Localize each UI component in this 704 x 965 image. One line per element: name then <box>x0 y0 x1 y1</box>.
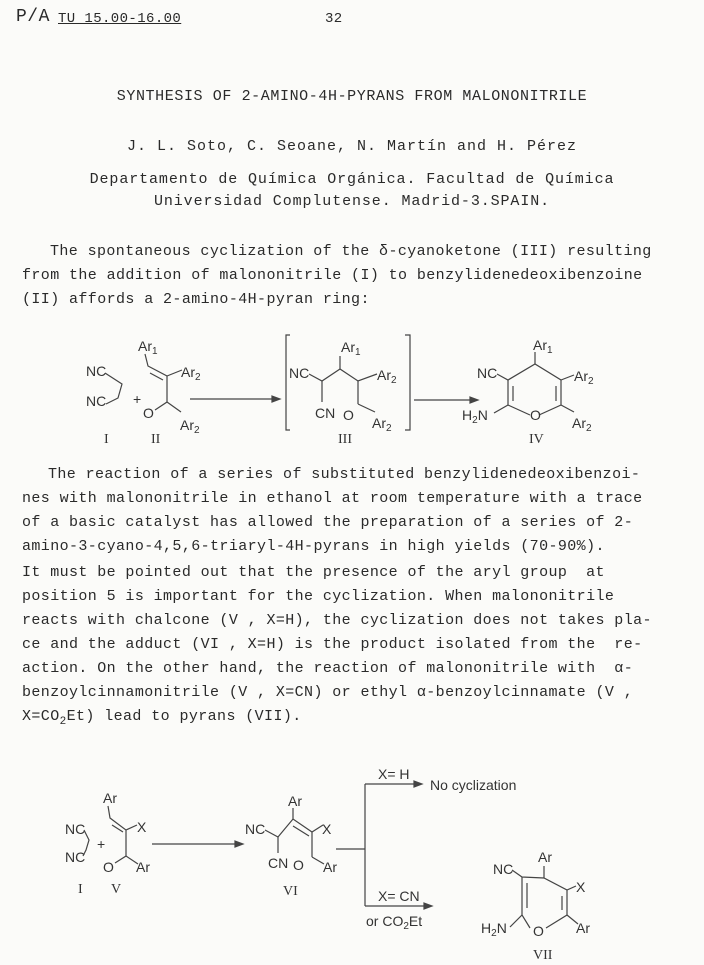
chem-label: CN <box>268 855 289 871</box>
compound-label: I <box>78 882 83 897</box>
chem-label: O <box>103 859 114 875</box>
chem-label: $Ar_2$ <box>181 364 201 383</box>
chem-label: NC <box>493 861 514 877</box>
chem-label: NC <box>477 365 498 381</box>
chem-label: O <box>343 407 354 423</box>
paragraph2-line: amino-3-cyano-4,5,6-triaryl-4H-pyrans in high yields (70-90%). <box>22 538 605 555</box>
paragraph3-line: position 5 is important for the cyclization. When malononitrile <box>22 588 615 605</box>
plus-sign: + <box>133 391 142 407</box>
chem-label: X <box>576 879 586 895</box>
text-part: X=CO <box>22 708 60 725</box>
compound-label: VII <box>533 948 553 963</box>
condition-label: X= CN <box>378 888 420 904</box>
chem-label: NC <box>65 849 86 865</box>
chem-label: $Ar_1$ <box>341 339 361 358</box>
paragraph1-line: (II) affords a 2-amino-4H-pyran ring: <box>22 291 370 308</box>
chem-label: $Ar_2$ <box>572 415 592 434</box>
paragraph2-line: The reaction of a series of substituted benzylidenedeoxibenzoi- <box>48 466 641 483</box>
condition-label: X= H <box>378 766 410 782</box>
header-code: P/A <box>16 7 50 27</box>
paragraph3-line: It must be pointed out that the presence of the aryl group at <box>22 564 605 581</box>
page-number: 32 <box>325 11 343 27</box>
chem-label: $Ar_1$ <box>138 338 158 357</box>
subscript: 2 <box>59 716 67 728</box>
chem-label: O <box>530 407 541 423</box>
paragraph1-line: The spontaneous cyclization of the δ-cyanoketone (III) resulting <box>50 243 652 260</box>
paragraph2-line: of a basic catalyst has allowed the preparation of a series of 2- <box>22 514 634 531</box>
chem-label: Ar <box>103 790 117 806</box>
authors: J. L. Soto, C. Seoane, N. Martín and H. Pérez <box>126 138 578 155</box>
compound-label: I <box>104 432 109 447</box>
chem-label: NC <box>245 821 266 837</box>
chem-label: CN <box>315 405 336 421</box>
chem-label: X <box>322 821 332 837</box>
chem-label: $Ar_2$ <box>180 417 200 436</box>
chem-label: Ar <box>323 859 337 875</box>
chem-label: Ar <box>538 849 552 865</box>
header-session: TU 15.00-16.00 <box>58 11 182 27</box>
chem-label: O <box>143 405 154 421</box>
compound-label: II <box>151 432 161 447</box>
chem-label: Ar <box>136 859 150 875</box>
compound-label: IV <box>529 432 544 447</box>
chem-label: Ar <box>576 920 590 936</box>
paragraph1-line: from the addition of malononitrile (I) to benzylidenedeoxibenzoine <box>22 267 643 284</box>
chem-label: $Ar_2$ <box>377 367 397 386</box>
paragraph3-line: benzoylcinnamonitrile (V , X=CN) or ethyl α-benzoylcinnamate (V , <box>22 684 634 701</box>
outcome-label: No cyclization <box>430 777 517 793</box>
chem-label: $Ar_2$ <box>574 368 594 387</box>
chem-label: $Ar_2$ <box>372 415 392 434</box>
chem-label: O <box>533 923 544 939</box>
chem-label: O <box>293 857 304 873</box>
chem-label: NC <box>65 821 86 837</box>
text-part: Et) lead to pyrans (VII). <box>66 708 302 725</box>
chem-label: NC <box>86 393 107 409</box>
plus-sign: + <box>97 836 106 852</box>
chem-label: $H_2N$ <box>462 407 488 426</box>
chem-label: $H_2N$ <box>481 920 507 939</box>
chem-label: NC <box>289 365 310 381</box>
chem-label: X <box>137 819 147 835</box>
affiliation-line-1: Departamento de Química Orgánica. Facultad de Química <box>89 171 615 188</box>
paragraph2-line: nes with malononitrile in ethanol at room temperature with a trace <box>22 490 643 507</box>
chem-label: NC <box>86 363 107 379</box>
chem-label: Ar <box>288 793 302 809</box>
chem-label: $Ar_1$ <box>533 337 553 356</box>
compound-label: V <box>111 882 122 897</box>
condition-label: or $CO_2Et$ <box>366 913 423 932</box>
paper-title: SYNTHESIS OF 2-AMINO-4H-PYRANS FROM MALONONITRILE <box>116 88 588 105</box>
paragraph3-line: action. On the other hand, the reaction of malononitrile with α- <box>22 660 634 677</box>
paragraph3-line: ce and the adduct (VI , X=H) is the product isolated from the re- <box>22 636 643 653</box>
affiliation-line-2: Universidad Complutense. Madrid-3.SPAIN. <box>153 193 551 210</box>
compound-label: VI <box>283 884 298 899</box>
paragraph3-line: reacts with chalcone (V , X=H), the cyclization does not takes pla- <box>22 612 652 629</box>
compound-label: III <box>338 432 352 447</box>
